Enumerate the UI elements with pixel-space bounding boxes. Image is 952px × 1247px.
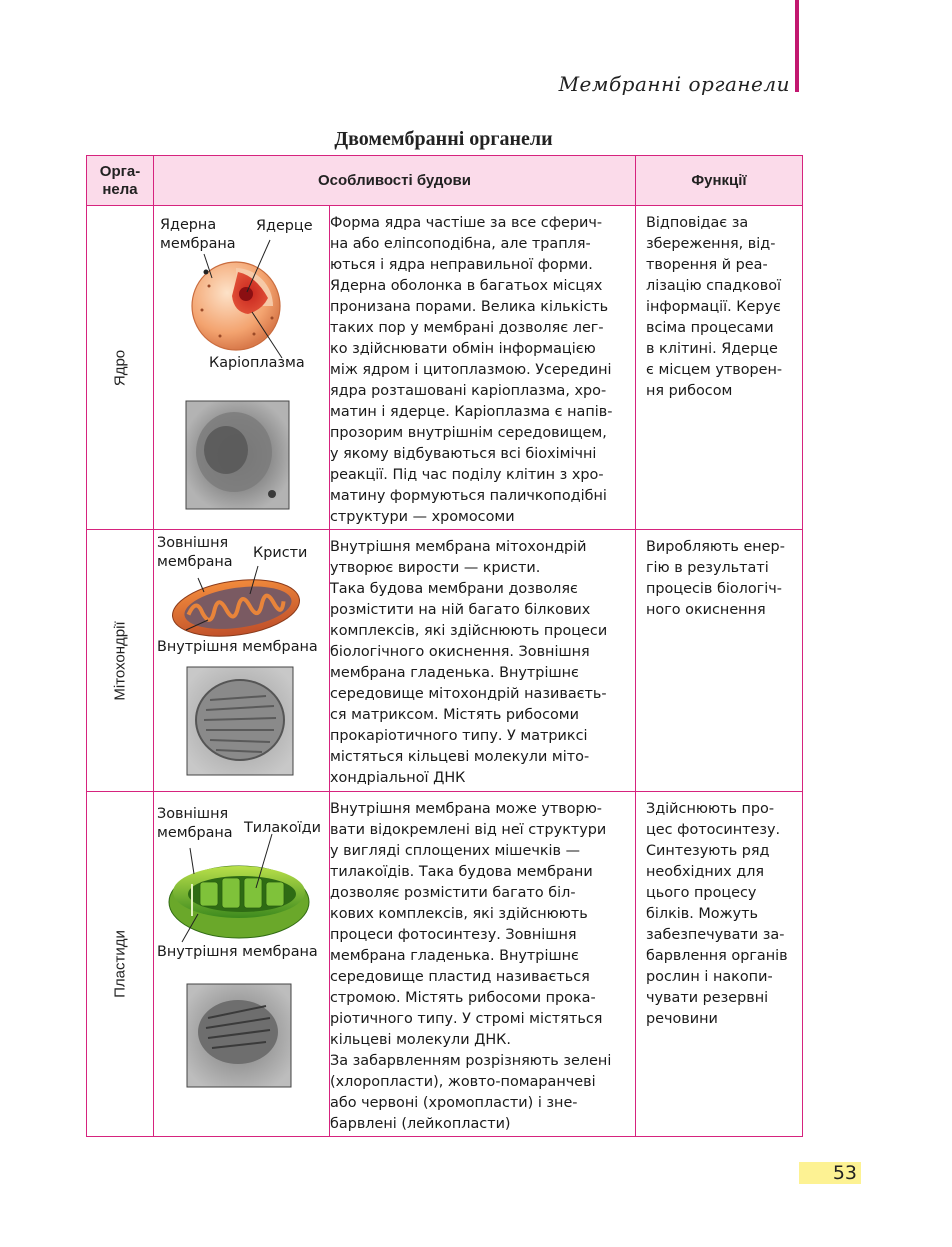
organelle-name-cell	[87, 206, 154, 530]
margin-accent-bar	[795, 0, 799, 92]
description-text: Внутрішня мембрана може утворю- вати відокремлені від неї структури у вигляді сплощених мішечків — тилакоїдів. Така будова мембрани дозволяє розмістити багато біл- кових комплексів, які здійснюють процеси фотосинтезу. Зовнішня мембрана гладенька. Внутрішнє середовище пластид називається стромою. Містять рибосоми прока- ріотичного типу. У стромі містяться кільцеві молекули ДНК. За забарвленням розрізняють зелені (хлоропласти), жовто-помаранчеві або червоні (хромопласти) і зне- барвлені (лейкопласти)	[330, 801, 612, 1132]
mitochondrion-micrograph	[187, 667, 293, 775]
chloroplast-micrograph	[187, 984, 291, 1087]
nucleus-diagram	[192, 240, 282, 358]
organelle-name-cell	[87, 792, 154, 1137]
label-cristae: Кристи	[253, 545, 308, 561]
organelle-name: Ядро	[111, 349, 129, 386]
functions-cell	[636, 792, 803, 1137]
nucleus-micrograph	[186, 401, 289, 509]
functions-cell	[636, 530, 803, 792]
chloroplast-illustration	[154, 792, 330, 1137]
table-row-plastids	[87, 792, 803, 1137]
header-row	[87, 156, 803, 206]
label-nucleolus: Ядерце	[256, 218, 313, 234]
description-text: Форма ядра частіше за все сферич- на або еліпсоподібна, але трапля- ються і ядра неправильної форми. Ядерна оболонка в багатьох місцях пронизана порами. Велика кількість таких пор у мембрані дозволяє лег- ко здійснювати обмін інформацією між ядром і цитоплазмою. Усередині ядра розташовані каріоплазма, хро- матин і ядерце. Каріоплазма є напів- прозорим внутрішнім середовищем, у якому відбуваються всі біохімічні реакції. Під час поділу клітин з хро- матину формуються паличкоподібні структури — хромосоми	[330, 215, 613, 525]
table-row-nucleus	[87, 206, 803, 530]
table-row-mitochondria	[87, 530, 803, 792]
organelle-name-cell	[87, 530, 154, 792]
header-organela: Орга- нела	[87, 156, 154, 206]
label-outer-membrane: Зовнішня мембрана	[157, 535, 233, 570]
organelle-name: Пластиди	[111, 930, 129, 998]
header-structure: Особливості будови	[154, 156, 636, 206]
organelles-table	[86, 155, 803, 1137]
label-thylakoids: Тилакоїди	[244, 820, 321, 836]
label-inner-membrane: Внутрішня мембрана	[157, 944, 318, 960]
functions-text: Відповідає за збереження, від- творення й реа- лізацію спадкової інформації. Керує всіма процесами в клітині. Ядерце є місцем утворен- ня рибосом	[646, 215, 783, 399]
description-cell	[330, 206, 636, 530]
label-karyoplasm: Каріоплазма	[209, 355, 305, 371]
header-functions: Функції	[636, 156, 803, 206]
page-number-text: 53	[832, 1162, 857, 1184]
table-title: Двомембранні органели	[334, 128, 553, 150]
running-head: Мембранні органели	[558, 72, 790, 96]
page-number	[799, 1162, 861, 1184]
illustration-cell-nucleus	[154, 206, 330, 530]
functions-text: Виробляють енер- гію в результаті процесів біологіч- ного окиснення	[646, 539, 785, 618]
label-nuclear-membrane: Ядерна мембрана	[160, 217, 236, 252]
label-outer-membrane: Зовнішня мембрана	[157, 806, 233, 841]
label-inner-membrane: Внутрішня мембрана	[157, 639, 318, 655]
description-cell	[330, 792, 636, 1137]
description-cell	[330, 530, 636, 792]
illustration-cell-plastids	[154, 792, 330, 1137]
illustration-cell-mitochondria	[154, 530, 330, 792]
functions-text: Здійснюють про- цес фотосинтезу. Синтезують ряд необхідних для цього процесу білків. Можуть забезпечувати за- барвлення органів рослин і накопи- чувати резервні речовини	[646, 801, 788, 1027]
mitochondrion-diagram	[169, 572, 303, 643]
functions-cell	[636, 206, 803, 530]
organelle-name: Мітохондрії	[111, 620, 129, 701]
description-text: Внутрішня мембрана мітохондрій утворює вирости — кристи. Така будова мембрани дозволяє розмістити на ній багато білкових комплексів, які здійснюють процеси біологічного окиснення. Зовнішня мембрана гладенька. Внутрішнє середовище мітохондрій називаєть- ся матриксом. Містять рибосоми прокаріотичного типу. У матриксі містяться кільцеві молекули міто- хондріальної ДНК	[330, 539, 608, 786]
